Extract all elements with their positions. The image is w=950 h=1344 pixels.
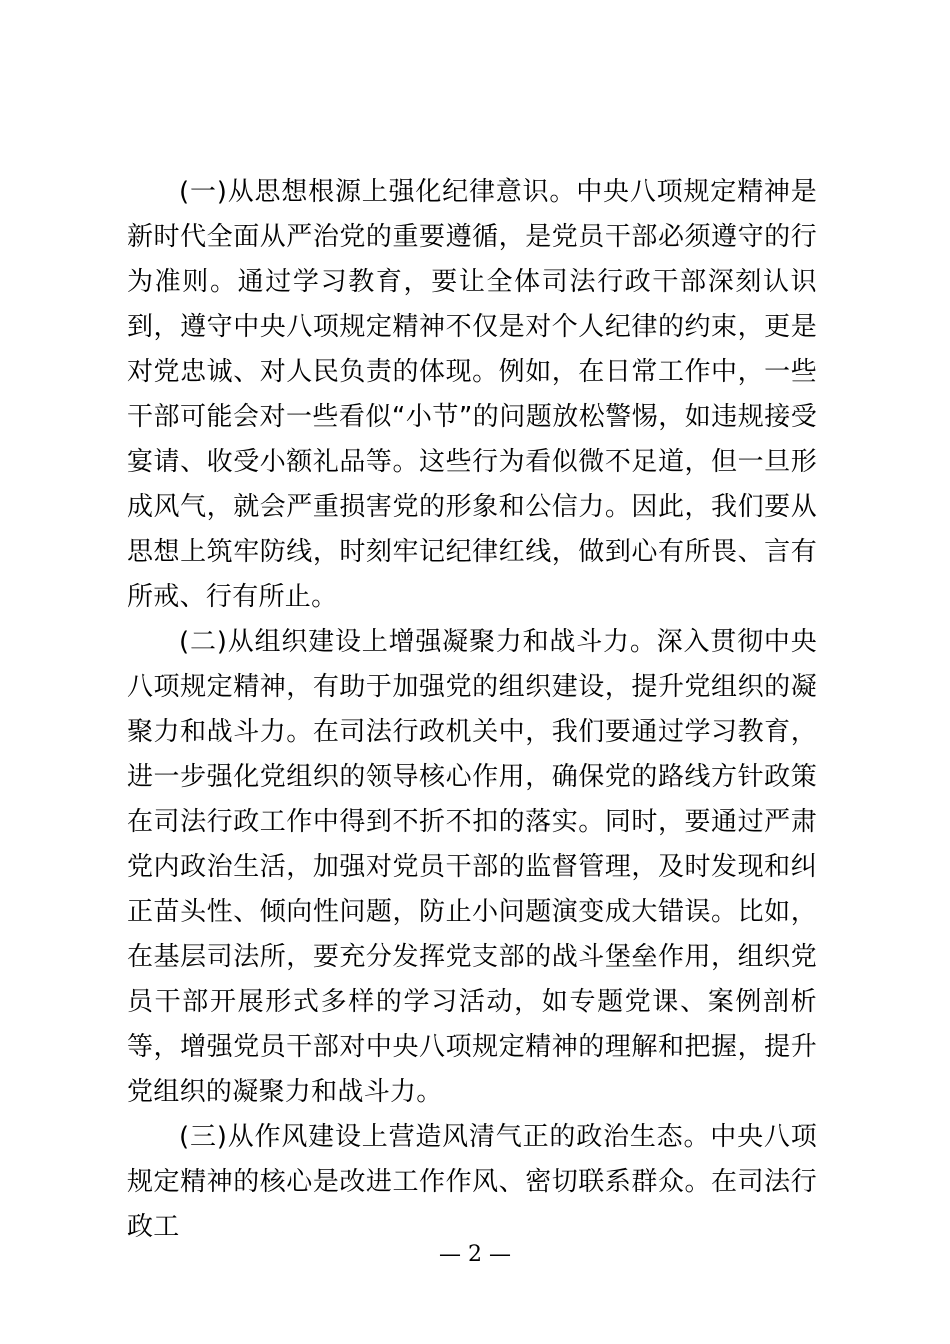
page-number: — 2 — — [439, 1242, 511, 1267]
paragraph-1: (一)从思想根源上强化纪律意识。中央八项规定精神是新时代全面从严治党的重要遵循，是党员干部必须遵守的行为准则。通过学习教育，要让全体司法行政干部深刻认识到，遵守中央八项规定精神不仅是对个人纪律的约束，更是对党忠诚、对人民负责的体现。例如，在日常工作中，一些干部可能会对一些看似“小节”的问题放松警惕，如违规接受宴请、收受小额礼品等。这些行为看似微不足道，但一旦形成风气，就会严重损害党的形象和公信力。因此，我们要从思想上筑牢防线，时刻牢记纪律红线，做到心有所畏、言有所戒、行有所止。 — [127, 177, 817, 612]
paragraph-3: (三)从作风建设上营造风清气正的政治生态。中央八项规定精神的核心是改进工作作风、密切联系群众。在司法行政工 — [127, 1122, 817, 1242]
paragraph-2: (二)从组织建设上增强凝聚力和战斗力。深入贯彻中央八项规定精神，有助于加强党的组织建设，提升党组织的凝聚力和战斗力。在司法行政机关中，我们要通过学习教育，进一步强化党组织的领导核心作用，确保党的路线方针政策在司法行政工作中得到不折不扣的落实。同时，要通过严肃党内政治生活，加强对党员干部的监督管理，及时发现和纠正苗头性、倾向性问题，防止小问题演变成大错误。比如，在基层司法所，要充分发挥党支部的战斗堡垒作用，组织党员干部开展形式多样的学习活动，如专题党课、案例剖析等，增强党员干部对中央八项规定精神的理解和把握，提升党组织的凝聚力和战斗力。 — [127, 627, 817, 1107]
document-body — [127, 170, 817, 1250]
